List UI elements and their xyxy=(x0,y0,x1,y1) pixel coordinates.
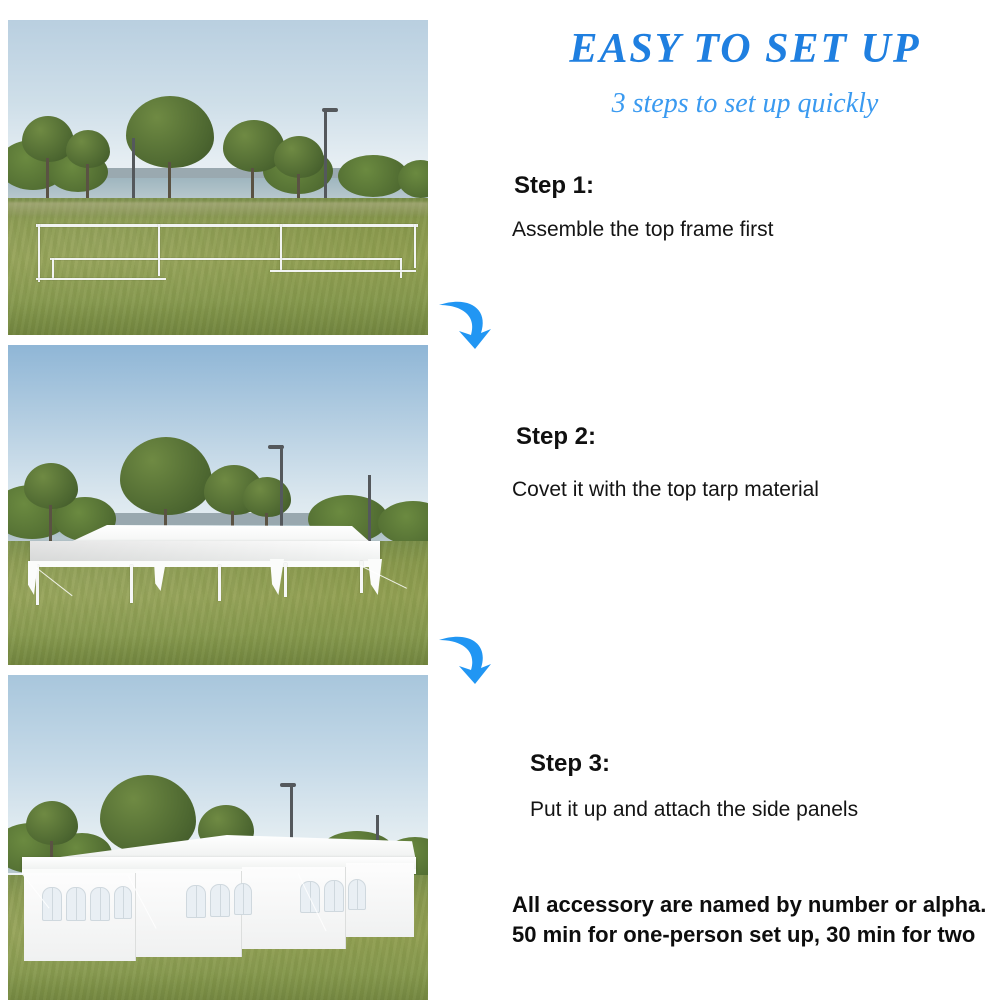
photo-step-3 xyxy=(8,675,428,1000)
step-1-heading: Step 1: xyxy=(514,172,595,199)
curved-arrow-icon xyxy=(435,630,493,693)
curved-arrow-icon xyxy=(435,295,493,358)
step-2-text: Covet it with the top tarp material xyxy=(512,478,819,501)
photo-step-1 xyxy=(8,20,428,335)
step-3-text: Put it up and attach the side panels xyxy=(530,798,859,821)
footnote-text: All accessory are named by number or alpha. 50 min for one-person set up, 30 min for two xyxy=(512,892,987,947)
page-title: EASY TO SET UP xyxy=(569,26,921,72)
step-2-heading: Step 2: xyxy=(516,423,597,450)
photo-step-2 xyxy=(8,345,428,665)
step-3-heading: Step 3: xyxy=(530,750,611,777)
step-1-text: Assemble the top frame first xyxy=(512,218,774,241)
page-subtitle: 3 steps to set up quickly xyxy=(611,88,879,119)
